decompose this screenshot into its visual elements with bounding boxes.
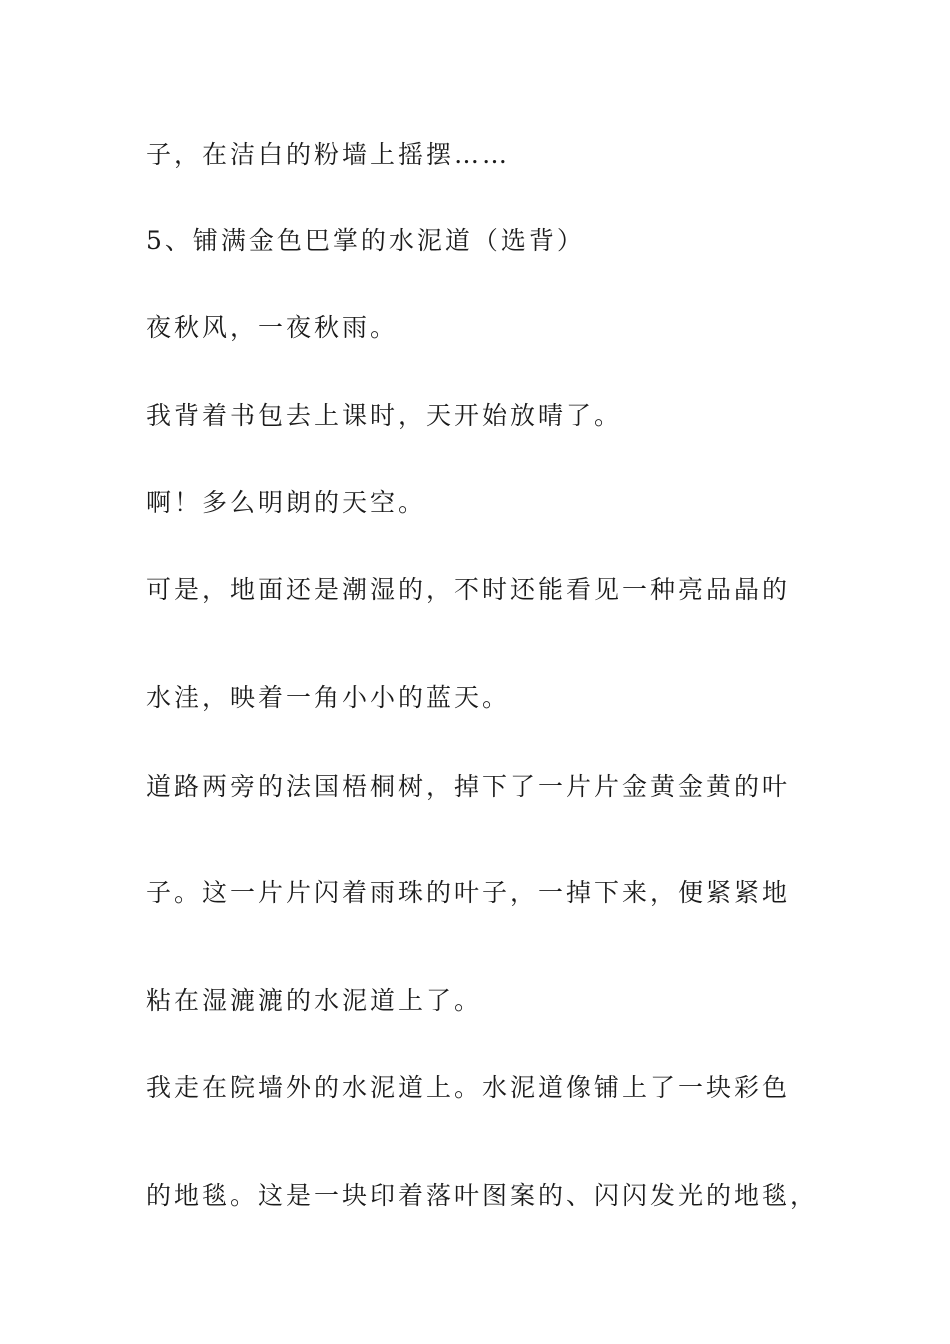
text-line-8: 道路两旁的法国梧桐树，掉下了一片片金黄金黄的叶 — [146, 772, 791, 801]
text-line-5: 啊！多么明朗的天空。 — [146, 488, 427, 517]
text-line-12: 的地毯。这是一块印着落叶图案的、闪闪发光的地毯， — [146, 1181, 819, 1210]
text-line-4: 我背着书包去上课时，天开始放晴了。 — [146, 401, 623, 430]
text-line-3: 夜秋风，一夜秋雨。 — [146, 313, 399, 342]
text-line-10: 粘在湿漉漉的水泥道上了。 — [146, 986, 483, 1015]
text-line-6: 可是，地面还是潮湿的，不时还能看见一种亮品晶的 — [146, 575, 791, 604]
section-heading: 5、铺满金色巴掌的水泥道（选背） — [146, 226, 585, 255]
text-line-11: 我走在院墙外的水泥道上。水泥道像铺上了一块彩色 — [146, 1073, 791, 1102]
text-line-9: 子。这一片片闪着雨珠的叶子，一掉下来，便紧紧地 — [146, 878, 791, 907]
text-line-7: 水洼，映着一角小小的蓝天。 — [146, 683, 511, 712]
text-line-1: 子，在洁白的粉墙上摇摆…… — [146, 140, 511, 169]
